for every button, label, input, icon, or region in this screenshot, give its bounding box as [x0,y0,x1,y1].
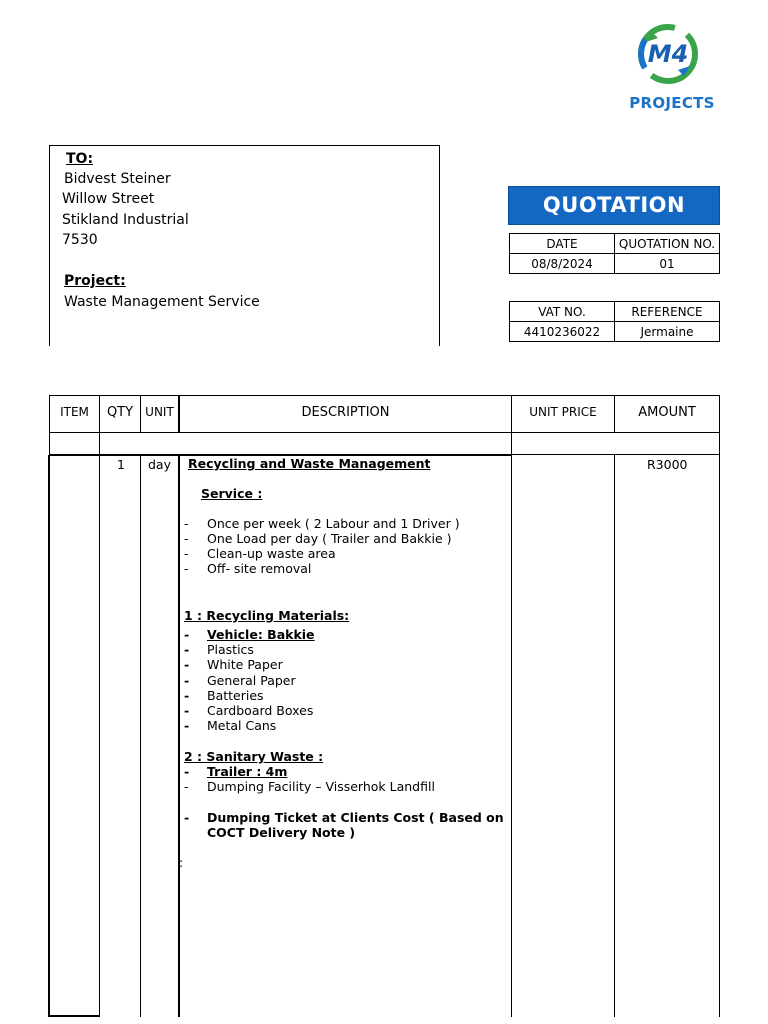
bullet-dash: - [184,673,190,688]
col-line-price-amount [614,454,615,1017]
to-label: TO: [66,151,94,167]
col-line-right [719,395,720,1017]
item-cell-bottom [48,1015,100,1017]
bullet-dash: - [184,657,190,672]
col-line-item-qty [99,395,100,1017]
service-label: Service : [201,486,263,501]
col-line-unit-desc [178,455,180,1017]
reference-label: REFERENCE [615,302,720,322]
description-title: Recycling and Waste Management [188,456,431,471]
bullet-dash: - [184,718,190,733]
date-value: 08/8/2024 [510,254,615,274]
row-unit: day [148,457,171,472]
stray-colon: : [179,855,184,870]
bullet-dash: - [184,779,189,794]
recipient-postcode: 7530 [62,232,98,248]
bullet-dash: - [184,627,190,642]
service-item: Once per week ( 2 Labour and 1 Driver ) [207,516,460,531]
project-value: Waste Management Service [64,294,260,310]
date-quote-table [509,233,720,274]
bullet-dash: - [184,561,189,576]
col-line-qty-unit [140,455,141,1017]
vat-reference-table [509,301,720,342]
quotation-title: QUOTATION [508,186,720,225]
trailer-label: Trailer : 4m [207,764,288,779]
recycling-item: Batteries [207,688,264,703]
header-unit: UNIT [145,405,174,419]
project-label: Project: [64,273,126,289]
col-line-left [48,455,50,1017]
bullet-dash: - [184,810,190,825]
recipient-street: Willow Street [62,191,155,207]
col-line-left-header [49,395,50,455]
dumping-ticket-line2: COCT Delivery Note ) [207,825,356,840]
quote-no-value: 01 [615,254,720,274]
recipient-name: Bidvest Steiner [64,171,171,187]
recycling-item: Metal Cans [207,718,277,733]
date-label: DATE [510,234,615,254]
bullet-dash: - [184,642,190,657]
svg-text:M4: M4 [647,40,689,68]
recipient-area: Stikland Industrial [62,212,189,228]
row-top-border-right [511,454,720,455]
table-top-border [49,395,720,396]
bullet-dash: - [184,688,190,703]
dumping-ticket-line1: Dumping Ticket at Clients Cost ( Based on [207,810,504,825]
header-qty: QTY [106,405,134,420]
recipient-box [49,145,440,346]
sanitary-heading: 2 : Sanitary Waste : [184,749,324,764]
recycling-item: Plastics [207,642,254,657]
logo-text: PROJECTS [629,94,715,112]
bullet-dash: - [184,703,190,718]
bullet-dash: - [184,516,189,531]
header-item: ITEM [60,405,89,419]
service-item: Clean-up waste area [207,546,336,561]
vat-value: 4410236022 [510,322,615,342]
reference-value: Jermaine [615,322,720,342]
service-item: One Load per day ( Trailer and Bakkie ) [207,531,452,546]
recycling-item: Cardboard Boxes [207,703,314,718]
row-amount: R3000 [647,457,688,472]
row-qty: 1 [117,457,125,472]
dumping-facility: Dumping Facility – Visserhok Landfill [207,779,435,794]
header-bottom-border [49,432,720,433]
recycling-item: White Paper [207,657,283,672]
header-unit-price: UNIT PRICE [529,405,597,419]
bullet-dash: - [184,546,189,561]
header-amount: AMOUNT [638,405,696,420]
service-item: Off- site removal [207,561,312,576]
recycling-item: General Paper [207,673,296,688]
vat-label: VAT NO. [510,302,615,322]
quote-no-label: QUOTATION NO. [615,234,720,254]
m4-projects-logo [622,12,730,132]
bullet-dash: - [184,764,190,779]
bullet-dash: - [184,531,189,546]
logo-emblem-icon [622,12,730,92]
vehicle-label: Vehicle: Bakkie [207,627,315,642]
header-description: DESCRIPTION [301,405,390,420]
col-line-desc-price [511,395,512,1017]
recycling-heading: 1 : Recycling Materials: [184,608,350,623]
